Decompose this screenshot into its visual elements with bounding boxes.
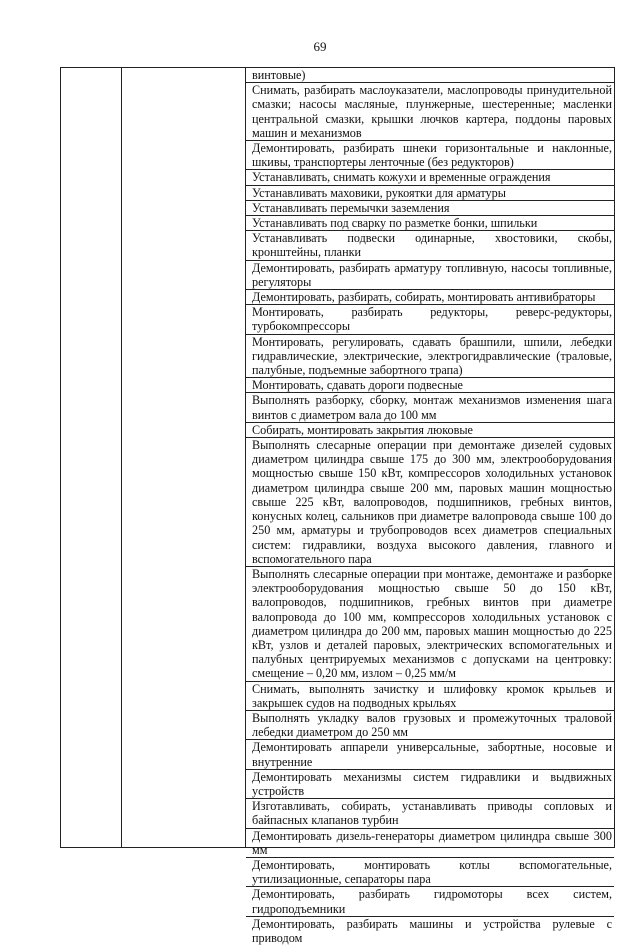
table-row: Демонтировать, разбирать, собирать, монтировать антивибраторы (246, 290, 614, 305)
table-column-1 (61, 68, 122, 847)
table-row: Снимать, разбирать маслоуказатели, маслопроводы принудительной смазки; насосы масляные, плунжерные, шестеренные; масленки центральной смазки, крышки лючков картера, поддоны паровых машин и механизмов (246, 83, 614, 141)
table-row: Устанавливать перемычки заземления (246, 201, 614, 216)
table-row: Монтировать, сдавать дороги подвесные (246, 378, 614, 393)
table-row: Демонтировать, монтировать котлы вспомогательные, утилизационные, сепараторы пара (246, 858, 614, 887)
table-row: Демонтировать механизмы систем гидравлики и выдвижных устройств (246, 770, 614, 799)
table-row: Изготавливать, собирать, устанавливать приводы сопловых и байпасных клапанов турбин (246, 799, 614, 828)
table-row: Устанавливать подвески одинарные, хвостовики, скобы, кронштейны, планки (246, 231, 614, 260)
table-row: Выполнять разборку, сборку, монтаж механизмов изменения шага винтов с диаметром вала до 100 мм (246, 393, 614, 422)
page-number: 69 (313, 39, 327, 54)
table-column-2 (121, 68, 246, 847)
table-row: Снимать, выполнять зачистку и шлифовку кромок крыльев и закрышек судов на подводных крыльях (246, 682, 614, 711)
table-row: Демонтировать, разбирать машины и устройства рулевые с приводом (252, 916, 612, 945)
table-row: Устанавливать маховики, рукоятки для арматуры (246, 186, 614, 201)
table-row: Выполнять слесарные операции при монтаже, демонтаже и разборке электрооборудования мощностью свыше 50 до 150 кВт, валопроводов, подшипников, гребных винтов при диаметре валопровода до 100 мм, компрессоров холодильных установок с диаметром цилиндра до 200 мм, паровых машин мощностью до 225 кВт, узлов и деталей паровых, электрических вспомогательных и палубных центрируемых механизмов с допусками на центровку: смещение – 0,20 мм, излом – 0,25 мм/м (246, 567, 614, 682)
table-row: Собирать, монтировать закрытия люковые (246, 423, 614, 438)
table-column-description (246, 68, 614, 945)
table-row: Выполнять укладку валов грузовых и промежуточных траловой лебедки диаметром до 250 мм (246, 711, 614, 740)
table-row: Выполнять слесарные операции при демонтаже дизелей судовых диаметром цилиндра свыше 175 до 300 мм, электрооборудования мощностью свыше 150 кВт, компрессоров холодильных установок диаметром цилиндра свыше 200 мм, паровых машин мощностью свыше 225 кВт, валопроводов, подшипников, гребных винтов, конусных колец, сальников при диаметре валопровода свыше 100 до 250 мм, арматуры и трубопроводов всех диаметров специальных систем: гидравлики, воздуха высокого давления, главного и вспомогательного пара (246, 438, 614, 567)
table-row: Демонтировать, разбирать гидромоторы всех систем, гидроподъемники (246, 887, 614, 916)
table-row: Демонтировать, разбирать арматуру топливную, насосы топливные, регуляторы (246, 261, 614, 290)
table-row: винтовые) (246, 68, 614, 83)
table-row: Демонтировать дизель-генераторы диаметром цилиндра свыше 300 мм (246, 829, 614, 858)
table-row: Демонтировать, разбирать шнеки горизонтальные и наклонные, шкивы, транспортеры ленточные (без редукторов) (246, 141, 614, 170)
table-row: Монтировать, разбирать редукторы, реверс-редукторы, турбокомпрессоры (246, 305, 614, 334)
work-table (60, 67, 615, 945)
table-row: Монтировать, регулировать, сдавать брашпили, шпили, лебедки гидравлические, электрические, электрогидравлические (траловые, палубные, подъемные забортного трапа) (246, 335, 614, 379)
table-row: Демонтировать аппарели универсальные, забортные, носовые и внутренние (246, 740, 614, 769)
table-row: Устанавливать под сварку по разметке бонки, шпильки (246, 216, 614, 231)
table-row: Устанавливать, снимать кожухи и временные ограждения (246, 170, 614, 185)
